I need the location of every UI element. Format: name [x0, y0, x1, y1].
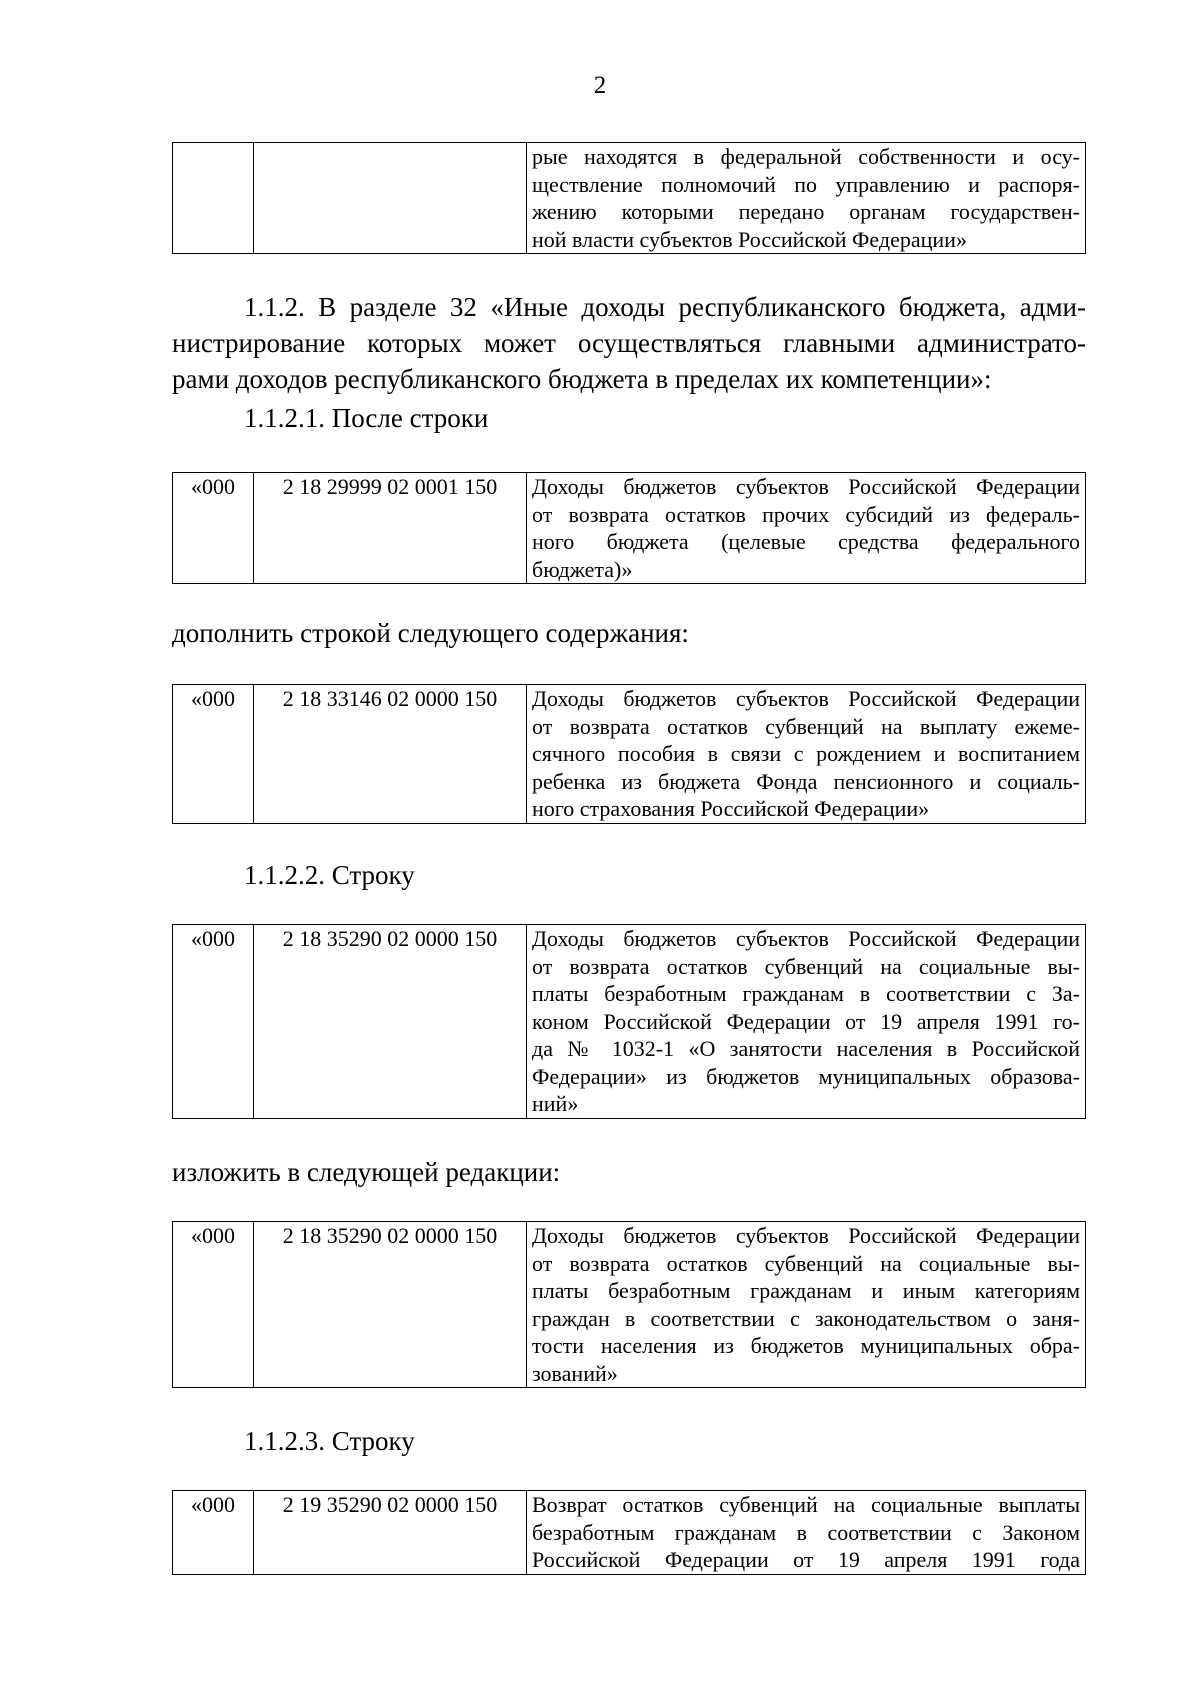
paragraph-add-row: дополнить строкой следующего содержания: — [172, 618, 689, 648]
description-line: рые находятся в федеральной собственности и осу- — [532, 144, 1080, 169]
table-old-row-2 — [172, 1490, 1086, 1575]
description-cell — [527, 143, 1086, 254]
table-row — [173, 1222, 1086, 1388]
description-line: от возврата остатков субвенций на выплату ежеме- — [532, 713, 1080, 739]
description-line: платы безработным гражданам и иным категориям — [532, 1278, 1080, 1303]
code-admin-cell: «000 — [173, 925, 254, 1119]
description-cell — [527, 473, 1086, 584]
description-line: бюджета)» — [532, 556, 633, 582]
code-admin-cell: «000 — [173, 685, 254, 824]
description-line: Доходы бюджетов субъектов Российской Федерации — [532, 474, 1080, 499]
description-line: ребенка из бюджета Фонда пенсионного и социаль- — [532, 768, 1080, 794]
description-line: ного страхования Российской Федерации» — [532, 796, 930, 821]
description-line: да № 1032-1 «О занятости населения в Российской — [532, 1036, 1080, 1061]
code-kbk-cell: 2 18 35290 02 0000 150 — [254, 1222, 527, 1388]
code-kbk-cell: 2 18 29999 02 0001 150 — [254, 473, 527, 584]
paragraph-1-1-2-3: 1.1.2.3. Строку — [244, 1426, 415, 1456]
description-line: Возврат остатков субвенций на социальные выплаты — [532, 1492, 1080, 1517]
paragraph-1-1-2-2: 1.1.2.2. Строку — [244, 860, 415, 890]
description-cell — [527, 1222, 1086, 1388]
description-line: Доходы бюджетов субъектов Российской Федерации — [532, 926, 1080, 951]
page-number: 2 — [593, 72, 607, 99]
description-line: жению которыми передано органам государствен- — [532, 199, 1080, 224]
description-line: Доходы бюджетов субъектов Российской Федерации — [532, 686, 1080, 711]
table-edited-row — [172, 1221, 1086, 1388]
table-row — [173, 143, 1086, 254]
code-kbk-cell: 2 18 35290 02 0000 150 — [254, 925, 527, 1119]
description-line: от возврата остатков прочих субсидий из федераль- — [532, 501, 1080, 527]
table-row — [173, 1491, 1086, 1575]
code-kbk-cell — [254, 143, 527, 254]
description-line: ществление полномочий по управлению и распоря- — [532, 171, 1080, 197]
description-line: ного бюджета (целевые средства федерального — [532, 529, 1080, 554]
paragraph-1-1-2-line: 1.1.2. В разделе 32 «Иные доходы республиканского бюджета, адми- — [244, 292, 1086, 322]
description-line: ной власти субъектов Российской Федерации» — [532, 226, 967, 252]
description-line: зований» — [532, 1360, 618, 1386]
table-new-row — [172, 684, 1086, 824]
description-line: сячного пособия в связи с рождением и воспитанием — [532, 741, 1080, 766]
description-cell — [527, 685, 1086, 824]
table-row — [173, 925, 1086, 1119]
description-line: тости населения из бюджетов муниципальных обра- — [532, 1333, 1080, 1358]
code-admin-cell — [173, 143, 254, 254]
table-old-row — [172, 924, 1086, 1119]
code-admin-cell: «000 — [173, 1491, 254, 1575]
code-kbk-cell: 2 19 35290 02 0000 150 — [254, 1491, 527, 1575]
description-cell — [527, 925, 1086, 1119]
description-line: платы безработным гражданам в соответствии с За- — [532, 981, 1080, 1006]
description-line: коном Российской Федерации от 19 апреля 1991 го- — [532, 1008, 1080, 1034]
code-kbk-cell: 2 18 33146 02 0000 150 — [254, 685, 527, 824]
table-row — [173, 473, 1086, 584]
description-cell — [527, 1491, 1086, 1575]
table-row — [173, 685, 1086, 824]
paragraph-1-1-2-line: рами доходов республиканского бюджета в пределах их компетенции»: — [172, 364, 992, 394]
description-line: Федерации» из бюджетов муниципальных образова- — [532, 1063, 1080, 1089]
description-line: ний» — [532, 1091, 579, 1116]
continuation-table — [172, 142, 1086, 254]
description-line: Доходы бюджетов субъектов Российской Федерации — [532, 1223, 1080, 1248]
description-line: от возврата остатков субвенций на социальные вы- — [532, 953, 1080, 979]
description-line: безработным гражданам в соответствии с Законом — [532, 1519, 1080, 1545]
table-after-row — [172, 472, 1086, 584]
description-line: от возврата остатков субвенций на социальные вы- — [532, 1250, 1080, 1276]
paragraph-edit: изложить в следующей редакции: — [172, 1157, 561, 1187]
description-line: граждан в соответствии с законодательством о заня- — [532, 1305, 1080, 1331]
paragraph-1-1-2-1: 1.1.2.1. После строки — [244, 403, 489, 433]
code-admin-cell: «000 — [173, 473, 254, 584]
code-admin-cell: «000 — [173, 1222, 254, 1388]
description-line: Российской Федерации от 19 апреля 1991 года — [532, 1547, 1080, 1572]
paragraph-1-1-2-line: нистрирование которых может осуществляться главными администрато- — [172, 328, 1086, 358]
